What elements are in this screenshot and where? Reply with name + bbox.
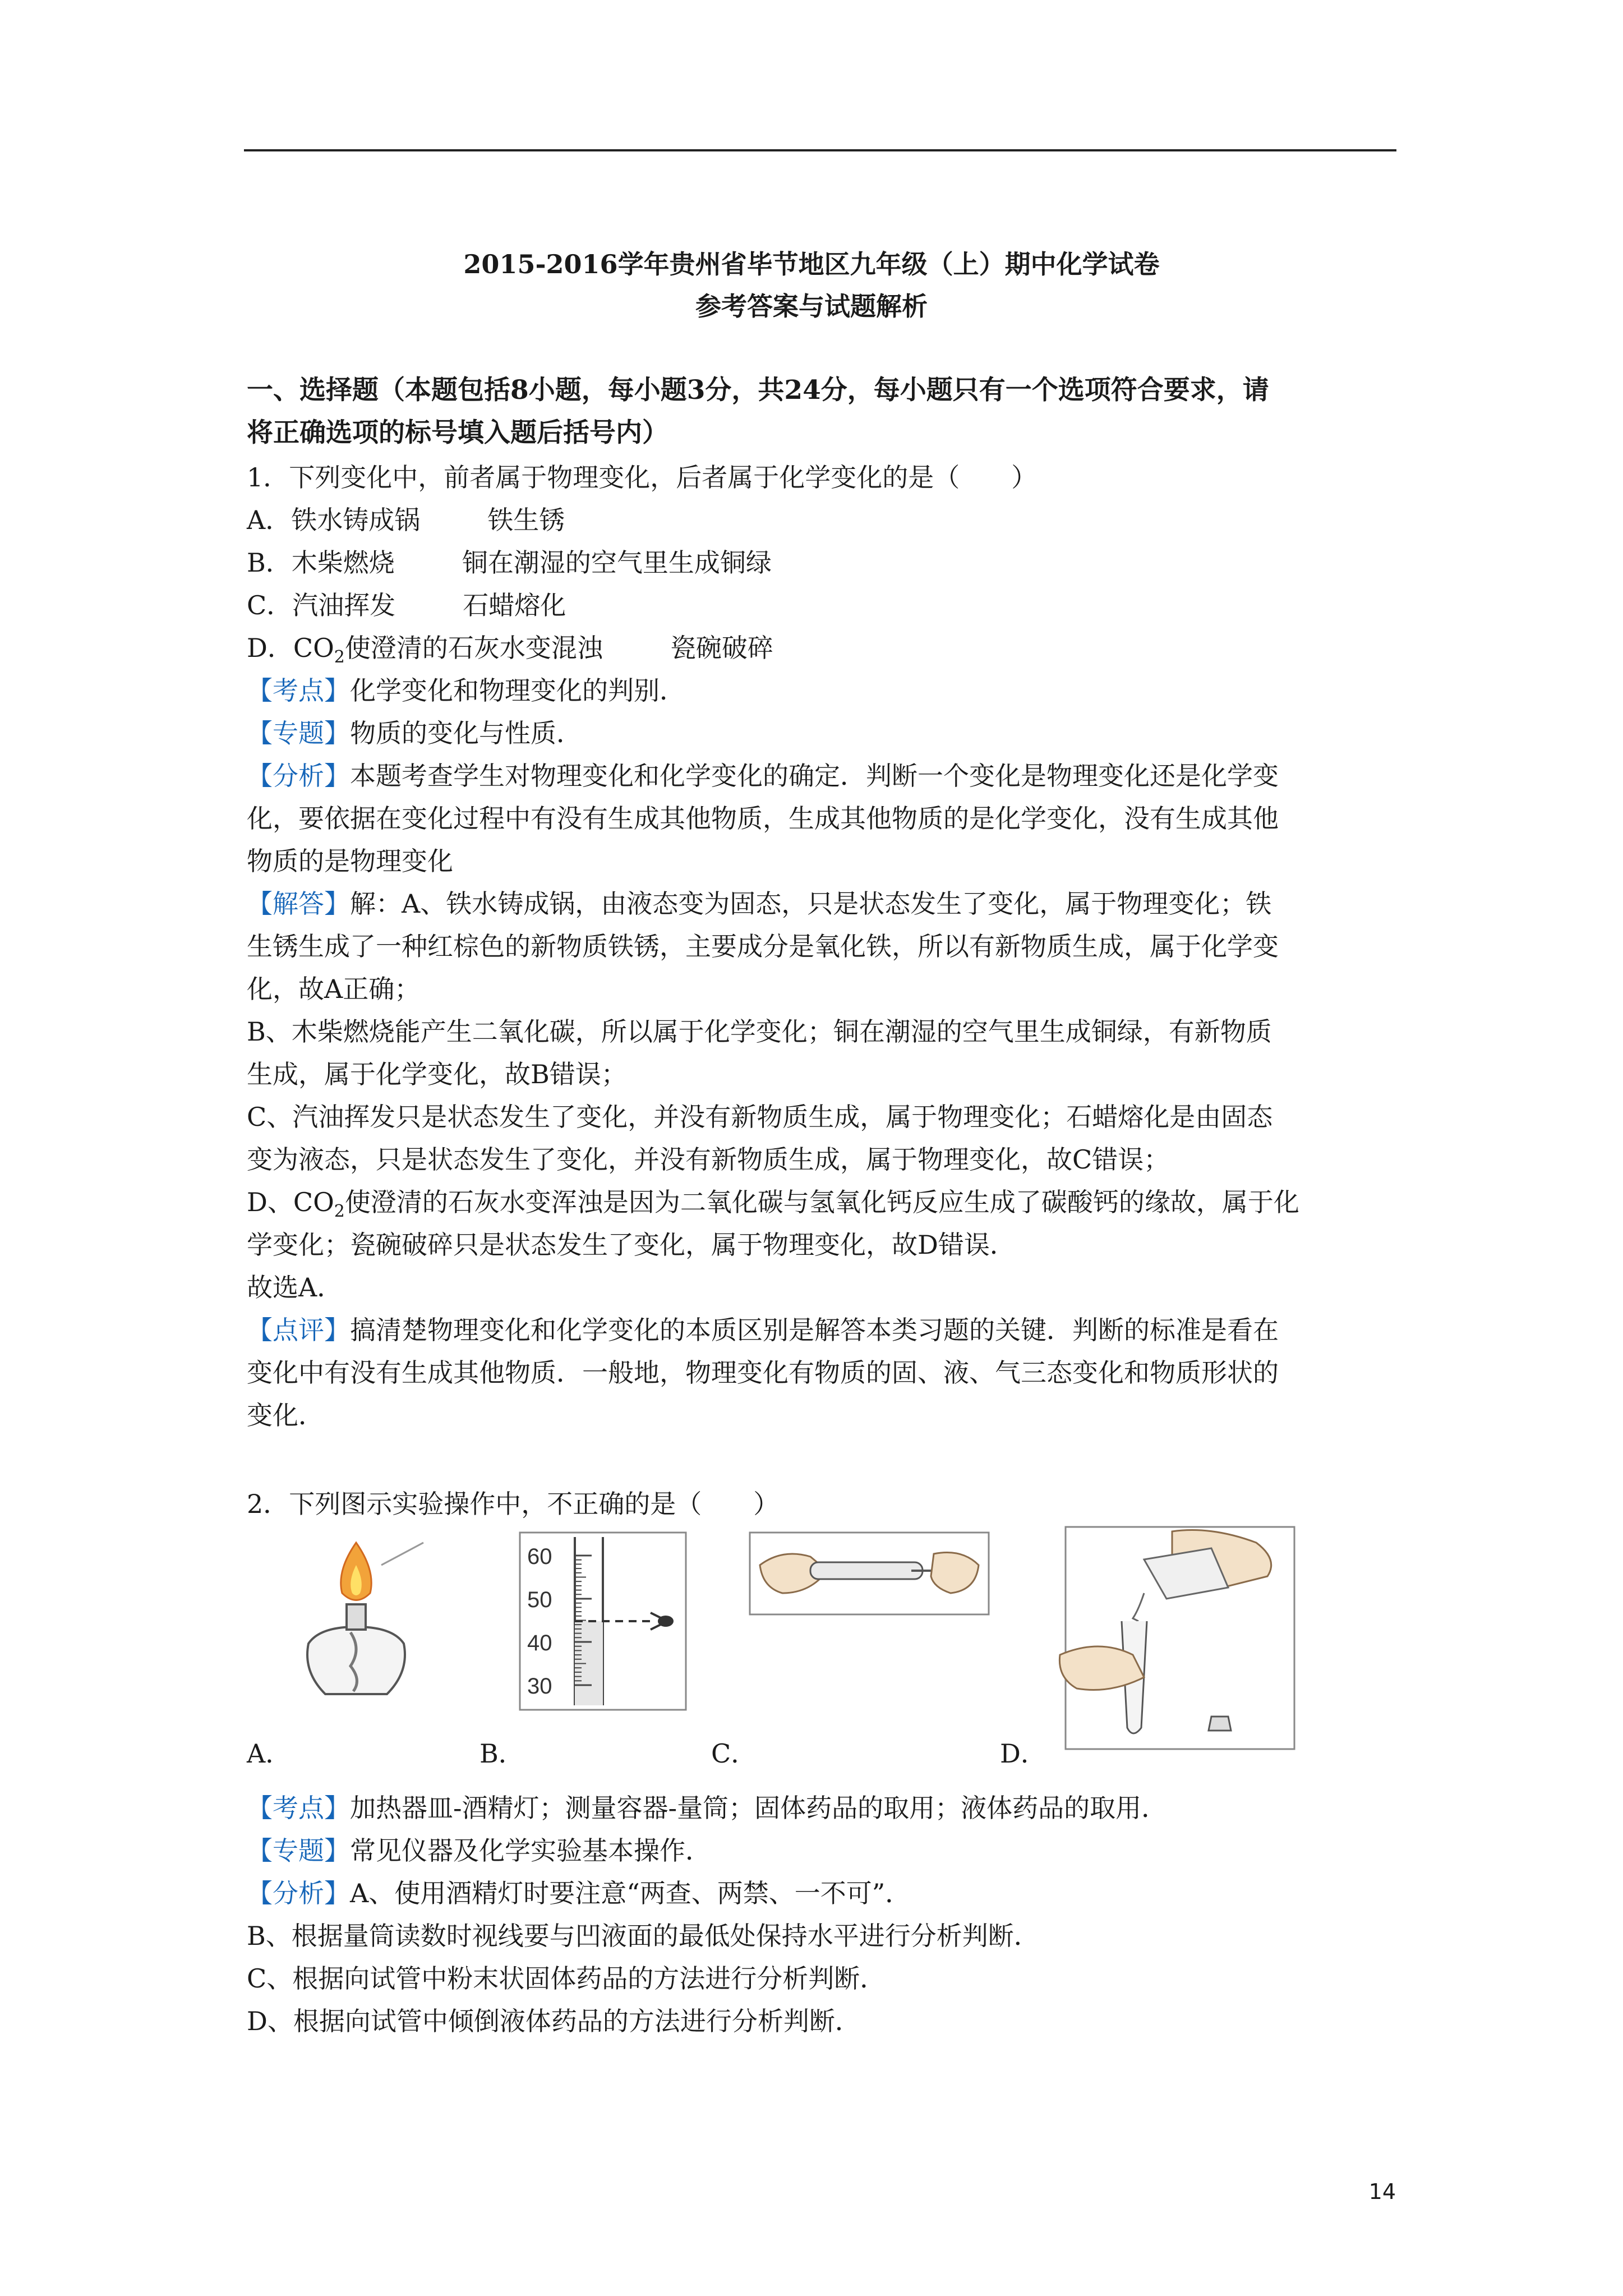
q1-option-a: [247, 499, 1396, 541]
q2-fenxi-line1: [247, 1872, 1396, 1915]
tag-dianping: 【点评】: [247, 1315, 350, 1345]
subscript: 2: [334, 1202, 345, 1221]
figure-label-b: B．: [479, 1738, 524, 1769]
q1-jieda-line7: 变为液态，只是状态发生了变化，并没有新物质生成，属于物理变化，故C错误；: [247, 1144, 1170, 1175]
option-text: 使澄清的石灰水变混浊: [344, 633, 603, 663]
tag-kaodian: 【考点】: [247, 675, 350, 706]
dianping-text: 搞清楚物理变化和化学变化的本质区别是解答本类习题的关键．判断的标准是看在: [350, 1315, 1279, 1345]
figure-alcohol-lamp: [286, 1531, 426, 1711]
q1-jieda-line4: B、木柴燃烧能产生二氧化碳，所以属于化学变化；铜在潮湿的空气里生成铜绿，有新物质: [247, 1016, 1272, 1047]
q2-fenxi-line4: D、根据向试管中倾倒液体药品的方法进行分析判断．: [247, 2006, 861, 2036]
jieda-text: 解：A、铁水铸成锅，由液态变为固态，只是状态发生了变化，属于物理变化；铁: [350, 889, 1272, 919]
q1-option-b: [247, 541, 1396, 584]
tag-fenxi: 【分析】: [247, 761, 350, 791]
kaodian-text: 加热器皿-酒精灯；测量容器-量筒；固体药品的取用；液体药品的取用．: [350, 1793, 1168, 1823]
q1-dianping-line2: 变化中有没有生成其他物质．一般地，物理变化有物质的固、液、气三态变化和物质形状的: [247, 1358, 1279, 1388]
q1-jieda-line10: 故选A．: [247, 1272, 343, 1303]
q2-fenxi-line3: C、根据向试管中粉末状固体药品的方法进行分析判断．: [247, 1963, 886, 1994]
option-b: 铁生锈: [487, 505, 565, 535]
doc-subtitle: 参考答案与试题解析: [695, 291, 928, 321]
q1-fenxi-line1: [247, 754, 1396, 797]
q1-fenxi-line2: 化，要依据在变化过程中有没有生成其他物质，生成其他物质的是化学变化，没有生成其他: [247, 803, 1279, 834]
figure-pouring-liquid: [1043, 1531, 1295, 1750]
option-b: 铜在潮湿的空气里生成铜绿: [462, 547, 772, 578]
tick-label-30: 30: [527, 1674, 552, 1699]
tag-zhuanti: 【专题】: [247, 1835, 350, 1866]
fenxi-text: 本题考查学生对物理变化和化学变化的确定．判断一个变化是物理变化还是化学变: [350, 761, 1279, 791]
zhuanti-text: 物质的变化与性质．: [350, 718, 582, 748]
tick-label-60: 60: [527, 1544, 552, 1569]
q1-dianping-line1: [247, 1309, 1396, 1351]
option-label: B．木柴燃烧: [247, 547, 395, 578]
figure-label-c: C．: [711, 1738, 757, 1769]
section-heading: [247, 369, 1396, 454]
option-b: 石蜡熔化: [463, 590, 566, 620]
tag-zhuanti: 【专题】: [247, 718, 350, 748]
tick-label-40: 40: [527, 1631, 552, 1655]
zhuanti-text: 常见仪器及化学实验基本操作．: [350, 1835, 711, 1866]
tick-label-50: 50: [527, 1588, 552, 1612]
q1-option-c: [247, 584, 1396, 627]
option-label: C．汽油挥发: [247, 590, 396, 620]
q2-stem: 2．下列图示实验操作中，不正确的是（ ）: [247, 1489, 780, 1519]
figure-label-d: D．: [1000, 1738, 1046, 1769]
page-number: 14: [1368, 2179, 1396, 2204]
q2-kaodian: [247, 1787, 1396, 1829]
q1-fenxi-line3: 物质的是物理变化: [247, 846, 453, 876]
doc-title: 2015-2016学年贵州省毕节地区九年级（上）期中化学试卷: [463, 249, 1160, 279]
section-heading-line1: 一、选择题（本题包括8小题，每小题3分，共24分，每小题只有一个选项符合要求，请: [247, 375, 1269, 406]
q1-jieda-line1: [247, 882, 1396, 925]
figure-graduated-cylinder: [519, 1531, 687, 1711]
q1-jieda-line6: C、汽油挥发只是状态发生了变化，并没有新物质生成，属于物理变化；石蜡熔化是由固态: [247, 1102, 1273, 1132]
option-b: 瓷碗破碎: [670, 633, 773, 663]
kaodian-text: 化学变化和物理变化的判别．: [350, 675, 685, 706]
q1-dianping-line3: 变化．: [247, 1400, 324, 1430]
jieda-text: D、CO: [247, 1187, 334, 1217]
subscript: 2: [334, 647, 345, 667]
header-rule: [244, 149, 1396, 151]
q1-zhuanti: [247, 712, 1396, 754]
q1-jieda-line3: 化，故A正确；: [247, 974, 421, 1004]
q1-jieda-line2: 生锈生成了一种红棕色的新物质铁锈，主要成分是氧化铁，所以有新物质生成，属于化学变: [247, 931, 1279, 961]
option-label: D．CO: [247, 633, 334, 663]
q1-kaodian: [247, 669, 1396, 712]
q2-fenxi-line2: B、根据量筒读数时视线要与凹液面的最低处保持水平进行分析判断．: [247, 1921, 1040, 1951]
q1-stem: 1．下列变化中，前者属于物理变化，后者属于化学变化的是（ ）: [247, 462, 1038, 493]
q2-zhuanti: [247, 1829, 1396, 1872]
q1-jieda-line5: 生成，属于化学变化，故B错误；: [247, 1059, 627, 1089]
figure-test-tube-powder: [749, 1531, 990, 1616]
tag-kaodian: 【考点】: [247, 1793, 350, 1823]
tag-fenxi: 【分析】: [247, 1878, 350, 1908]
tag-jieda: 【解答】: [247, 889, 350, 919]
fenxi-text: A、使用酒精灯时要注意“两查、两禁、一不可”．: [350, 1878, 911, 1908]
option-label: A．铁水铸成锅: [247, 505, 421, 535]
figure-label-a: A．: [247, 1738, 292, 1769]
q1-jieda-line9: 学变化；瓷碗破碎只是状态发生了变化，属于物理变化，故D错误．: [247, 1230, 1016, 1260]
jieda-text: 使澄清的石灰水变浑浊是因为二氧化碳与氢氧化钙反应生成了碳酸钙的缘故，属于化: [344, 1187, 1299, 1217]
section-heading-line2: 将正确选项的标号填入题后括号内）: [247, 417, 668, 448]
